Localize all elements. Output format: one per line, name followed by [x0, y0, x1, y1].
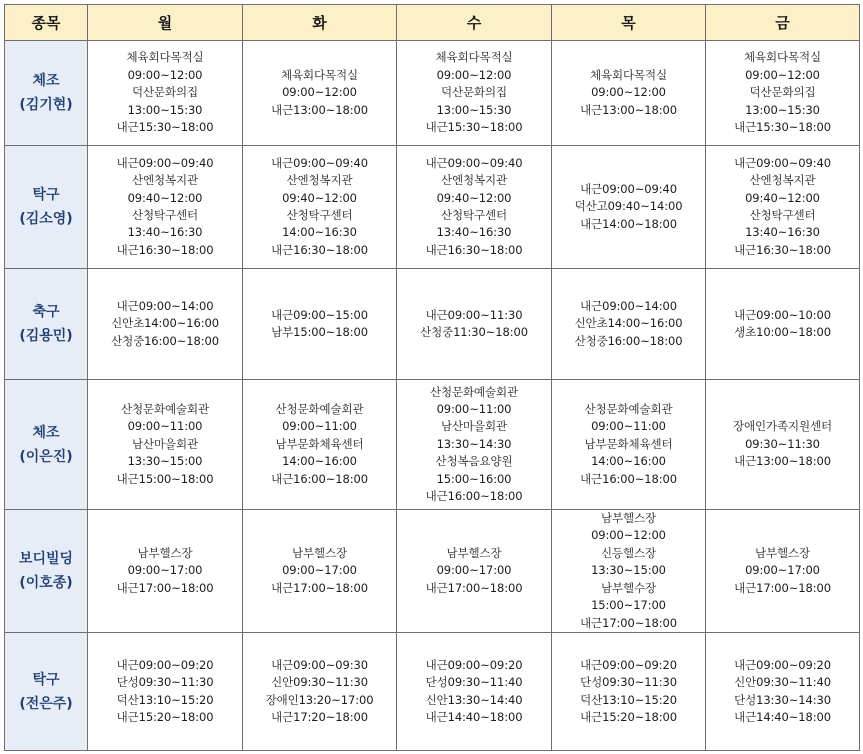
schedule-entry: 덕산문화의집 — [131, 85, 199, 100]
schedule-entry: 09:40~12:00 — [282, 190, 357, 205]
schedule-entry: 09:00~17:00 — [745, 563, 820, 578]
schedule-entry: 신안09:30~11:30 — [271, 675, 368, 690]
schedule-entry: 15:00~17:00 — [591, 598, 666, 613]
schedule-cell-fri — [706, 510, 860, 633]
instructor-name: (김용민) — [19, 328, 73, 344]
schedule-cell-mon — [88, 633, 243, 751]
schedule-entry: 남부헬스장 — [446, 545, 502, 560]
schedule-entry: 09:40~12:00 — [436, 190, 512, 205]
schedule-entry: 내근13:00~18:00 — [580, 102, 677, 117]
schedule-entry: 남산마을회관 — [131, 436, 199, 451]
sport-name: 체조 — [32, 73, 60, 89]
schedule-entry: 내근15:30~18:00 — [734, 120, 831, 135]
schedule-entry: 덕산문화의집 — [749, 85, 816, 100]
instructor-name: (김소영) — [19, 211, 73, 227]
schedule-entry: 내근17:00~18:00 — [734, 580, 831, 595]
schedule-entry: 내근09:00~09:40 — [734, 155, 831, 170]
instructor-name: (김기현) — [19, 97, 73, 113]
schedule-entry: 산청문화예술회관 — [120, 401, 210, 416]
schedule-cell-wed — [397, 269, 552, 380]
schedule-entry: 장애인가족지원센터 — [732, 419, 833, 434]
schedule-entry: 남부문화체육센터 — [584, 436, 673, 451]
schedule-entry: 내근09:00~09:40 — [580, 181, 677, 196]
schedule-entry: 내근14:40~18:00 — [734, 709, 831, 724]
schedule-entry: 14:00~16:00 — [591, 454, 666, 469]
sport-instructor-cell — [5, 146, 88, 269]
schedule-cell-thu — [552, 510, 706, 633]
schedule-entry: 내근17:00~18:00 — [271, 580, 368, 595]
schedule-entry: 체육회다목적실 — [280, 67, 359, 82]
schedule-entry: 남부헬스장 — [600, 511, 657, 526]
schedule-entry: 09:00~17:00 — [127, 563, 203, 578]
schedule-entry: 내근17:00~18:00 — [580, 615, 677, 630]
schedule-entry: 09:40~12:00 — [745, 190, 820, 205]
header-mon: 월 — [88, 5, 243, 41]
schedule-entry: 내근13:00~18:00 — [271, 102, 368, 117]
schedule-entry: 내근13:00~18:00 — [734, 454, 831, 469]
header-tue: 화 — [243, 5, 397, 41]
schedule-cell-thu — [552, 633, 706, 751]
schedule-cell-fri — [706, 269, 860, 380]
schedule-entry: 덕산13:10~15:20 — [580, 692, 677, 707]
schedule-entry: 내근15:00~18:00 — [116, 471, 214, 486]
schedule-entry: 덕산고09:40~14:00 — [574, 199, 683, 214]
schedule-entry: 산청탁구센터 — [749, 208, 816, 222]
schedule-entry: 내근09:00~09:40 — [271, 155, 368, 170]
schedule-entry: 남부문화체육센터 — [275, 436, 364, 451]
schedule-cell-tue — [243, 380, 397, 510]
schedule-entry: 단성09:30~11:30 — [580, 675, 677, 690]
schedule-entry: 내근09:00~14:00 — [116, 298, 214, 313]
table-row — [5, 146, 860, 269]
schedule-entry: 내근09:00~10:00 — [734, 307, 831, 322]
schedule-entry: 내근09:00~09:30 — [271, 657, 368, 672]
schedule-entry: 09:00~11:00 — [591, 419, 666, 434]
schedule-entry: 09:00~17:00 — [282, 563, 357, 578]
schedule-entry: 내근17:00~18:00 — [116, 580, 214, 595]
schedule-entry: 13:40~16:30 — [745, 225, 820, 240]
schedule-entry: 산청중16:00~18:00 — [574, 333, 683, 348]
schedule-entry: 14:00~16:00 — [282, 454, 357, 469]
schedule-entry: 남부15:00~18:00 — [271, 325, 368, 339]
schedule-entry: 신안09:30~11:40 — [734, 675, 831, 690]
schedule-entry: 내근16:00~18:00 — [425, 489, 523, 504]
schedule-entry: 산청문화예술회관 — [275, 401, 364, 416]
sport-instructor-cell — [5, 41, 88, 146]
header-row — [5, 5, 860, 41]
schedule-cell-mon — [88, 41, 243, 146]
sport-instructor-cell — [5, 510, 88, 633]
schedule-entry: 내근09:00~15:00 — [271, 307, 368, 322]
schedule-entry: 남부헬스장 — [137, 545, 193, 560]
schedule-entry: 산엔청복지관 — [749, 173, 816, 188]
schedule-entry: 13:30~15:00 — [127, 454, 203, 469]
schedule-entry: 내근16:30~18:00 — [116, 242, 214, 257]
schedule-entry: 내근09:00~09:20 — [580, 657, 677, 672]
table-row — [5, 269, 860, 380]
instructor-name: (이호종) — [19, 575, 73, 591]
schedule-entry: 남부헬스장 — [754, 545, 811, 560]
schedule-cell-fri — [706, 380, 860, 510]
schedule-entry: 내근15:30~18:00 — [116, 120, 214, 135]
instructor-name: (이은진) — [19, 448, 73, 465]
sport-name: 체조 — [32, 424, 60, 441]
schedule-cell-tue — [243, 510, 397, 633]
schedule-entry: 남산마을회관 — [440, 419, 508, 434]
schedule-entry: 09:00~12:00 — [436, 67, 512, 82]
schedule-cell-wed — [397, 633, 552, 751]
schedule-entry: 산청문화예술회관 — [584, 401, 673, 416]
schedule-entry: 산청복음요양원 — [435, 454, 513, 469]
table-row — [5, 41, 860, 146]
weekly-schedule-table — [4, 4, 860, 751]
schedule-entry: 13:40~16:30 — [436, 225, 512, 240]
schedule-entry: 생초10:00~18:00 — [734, 325, 831, 339]
schedule-entry: 산청탁구센터 — [286, 208, 353, 222]
schedule-entry: 09:00~12:00 — [745, 67, 820, 82]
table-row — [5, 510, 860, 633]
schedule-entry: 산엔청복지관 — [286, 173, 353, 188]
schedule-entry: 내근09:00~09:20 — [734, 657, 831, 672]
schedule-entry: 신등헬스장 — [600, 545, 657, 560]
schedule-entry: 내근14:00~18:00 — [580, 216, 677, 231]
schedule-entry: 신안초14:00~16:00 — [111, 316, 219, 331]
sport-instructor-cell — [5, 380, 88, 510]
schedule-entry: 내근09:00~09:40 — [425, 155, 523, 170]
schedule-entry: 내근09:00~09:40 — [116, 155, 214, 170]
schedule-entry: 덕산13:10~15:20 — [116, 692, 214, 707]
schedule-cell-thu — [552, 146, 706, 269]
schedule-entry: 내근16:30~18:00 — [271, 242, 368, 257]
schedule-entry: 산청탁구센터 — [131, 208, 199, 222]
header-wed: 수 — [397, 5, 552, 41]
sport-name: 축구 — [32, 304, 60, 320]
schedule-entry: 남부헬스장 — [291, 545, 348, 560]
schedule-entry: 14:00~16:30 — [282, 225, 357, 240]
schedule-entry: 덕산문화의집 — [440, 85, 508, 100]
header-fri: 금 — [706, 5, 860, 41]
schedule-entry: 산엔청복지관 — [131, 173, 199, 188]
schedule-entry: 13:00~15:30 — [436, 102, 512, 117]
schedule-entry: 09:00~12:00 — [127, 67, 203, 82]
schedule-entry: 체육회다목적실 — [743, 50, 822, 65]
schedule-entry: 13:30~15:00 — [591, 563, 666, 578]
sport-name: 탁구 — [32, 671, 60, 688]
schedule-cell-tue — [243, 146, 397, 269]
schedule-entry: 산엔청복지관 — [440, 173, 508, 188]
schedule-entry: 내근16:30~18:00 — [734, 242, 831, 257]
schedule-cell-tue — [243, 41, 397, 146]
schedule-cell-mon — [88, 269, 243, 380]
instructor-name: (전은주) — [19, 695, 73, 712]
schedule-entry: 09:40~12:00 — [127, 190, 203, 205]
schedule-entry: 13:40~16:30 — [127, 225, 203, 240]
schedule-cell-mon — [88, 380, 243, 510]
schedule-cell-mon — [88, 146, 243, 269]
schedule-entry: 장애인13:20~17:00 — [265, 692, 374, 707]
schedule-cell-wed — [397, 380, 552, 510]
schedule-entry: 13:00~15:30 — [745, 102, 820, 117]
schedule-entry: 09:00~11:00 — [436, 401, 512, 416]
schedule-cell-tue — [243, 269, 397, 380]
schedule-entry: 산청중16:00~18:00 — [111, 333, 219, 348]
schedule-entry: 내근09:00~09:20 — [116, 657, 214, 672]
schedule-entry: 내근17:20~18:00 — [271, 709, 368, 724]
schedule-entry: 내근17:00~18:00 — [425, 580, 523, 595]
schedule-entry: 13:30~14:30 — [436, 436, 512, 451]
schedule-entry: 남부헬수장 — [600, 580, 657, 595]
sport-name: 탁구 — [32, 187, 60, 203]
schedule-cell-thu — [552, 41, 706, 146]
schedule-entry: 내근16:00~18:00 — [580, 471, 677, 486]
sport-instructor-cell — [5, 269, 88, 380]
schedule-entry: 내근16:30~18:00 — [425, 242, 523, 257]
schedule-cell-fri — [706, 146, 860, 269]
schedule-cell-mon — [88, 510, 243, 633]
table-row — [5, 633, 860, 751]
sport-instructor-cell — [5, 633, 88, 751]
schedule-cell-wed — [397, 41, 552, 146]
schedule-entry: 산청탁구센터 — [440, 208, 508, 222]
schedule-cell-thu — [552, 269, 706, 380]
schedule-entry: 내근16:00~18:00 — [271, 471, 368, 486]
header-sport: 종목 — [5, 5, 88, 41]
schedule-entry: 체육회다목적실 — [126, 50, 204, 65]
table-row — [5, 380, 860, 510]
schedule-entry: 13:00~15:30 — [127, 102, 203, 117]
schedule-entry: 내근15:20~18:00 — [116, 709, 214, 724]
schedule-entry: 09:00~17:00 — [436, 563, 512, 578]
schedule-cell-wed — [397, 146, 552, 269]
schedule-entry: 단성09:30~11:40 — [425, 675, 523, 690]
schedule-entry: 내근15:20~18:00 — [580, 709, 677, 724]
schedule-cell-thu — [552, 380, 706, 510]
schedule-entry: 단성09:30~11:30 — [116, 675, 214, 690]
header-thu: 목 — [552, 5, 706, 41]
schedule-cell-fri — [706, 633, 860, 751]
schedule-entry: 체육회다목적실 — [589, 67, 668, 82]
schedule-entry: 09:00~11:00 — [127, 419, 203, 434]
schedule-cell-tue — [243, 633, 397, 751]
schedule-entry: 내근15:30~18:00 — [425, 120, 523, 135]
schedule-entry: 단성13:30~14:30 — [734, 692, 831, 707]
schedule-entry: 신안13:30~14:40 — [425, 692, 523, 707]
schedule-cell-wed — [397, 510, 552, 633]
schedule-entry: 산청문화예술회관 — [429, 384, 519, 399]
schedule-entry: 09:00~12:00 — [591, 85, 666, 100]
schedule-entry: 내근09:00~09:20 — [425, 657, 523, 672]
schedule-entry: 09:30~11:30 — [745, 436, 820, 451]
schedule-entry: 내근14:40~18:00 — [425, 709, 523, 724]
sport-name: 보디빌딩 — [18, 551, 74, 567]
schedule-entry: 내근09:00~11:30 — [425, 307, 523, 322]
schedule-cell-fri — [706, 41, 860, 146]
schedule-entry: 신안초14:00~16:00 — [574, 316, 683, 331]
schedule-entry: 15:00~16:00 — [436, 471, 512, 486]
schedule-entry: 산청중11:30~18:00 — [420, 325, 528, 339]
schedule-entry: 09:00~11:00 — [282, 419, 357, 434]
schedule-entry: 09:00~12:00 — [282, 85, 357, 100]
schedule-entry: 체육회다목적실 — [435, 50, 513, 65]
schedule-entry: 09:00~12:00 — [591, 528, 666, 543]
schedule-entry: 내근09:00~14:00 — [580, 298, 677, 313]
schedule-body — [5, 41, 860, 751]
